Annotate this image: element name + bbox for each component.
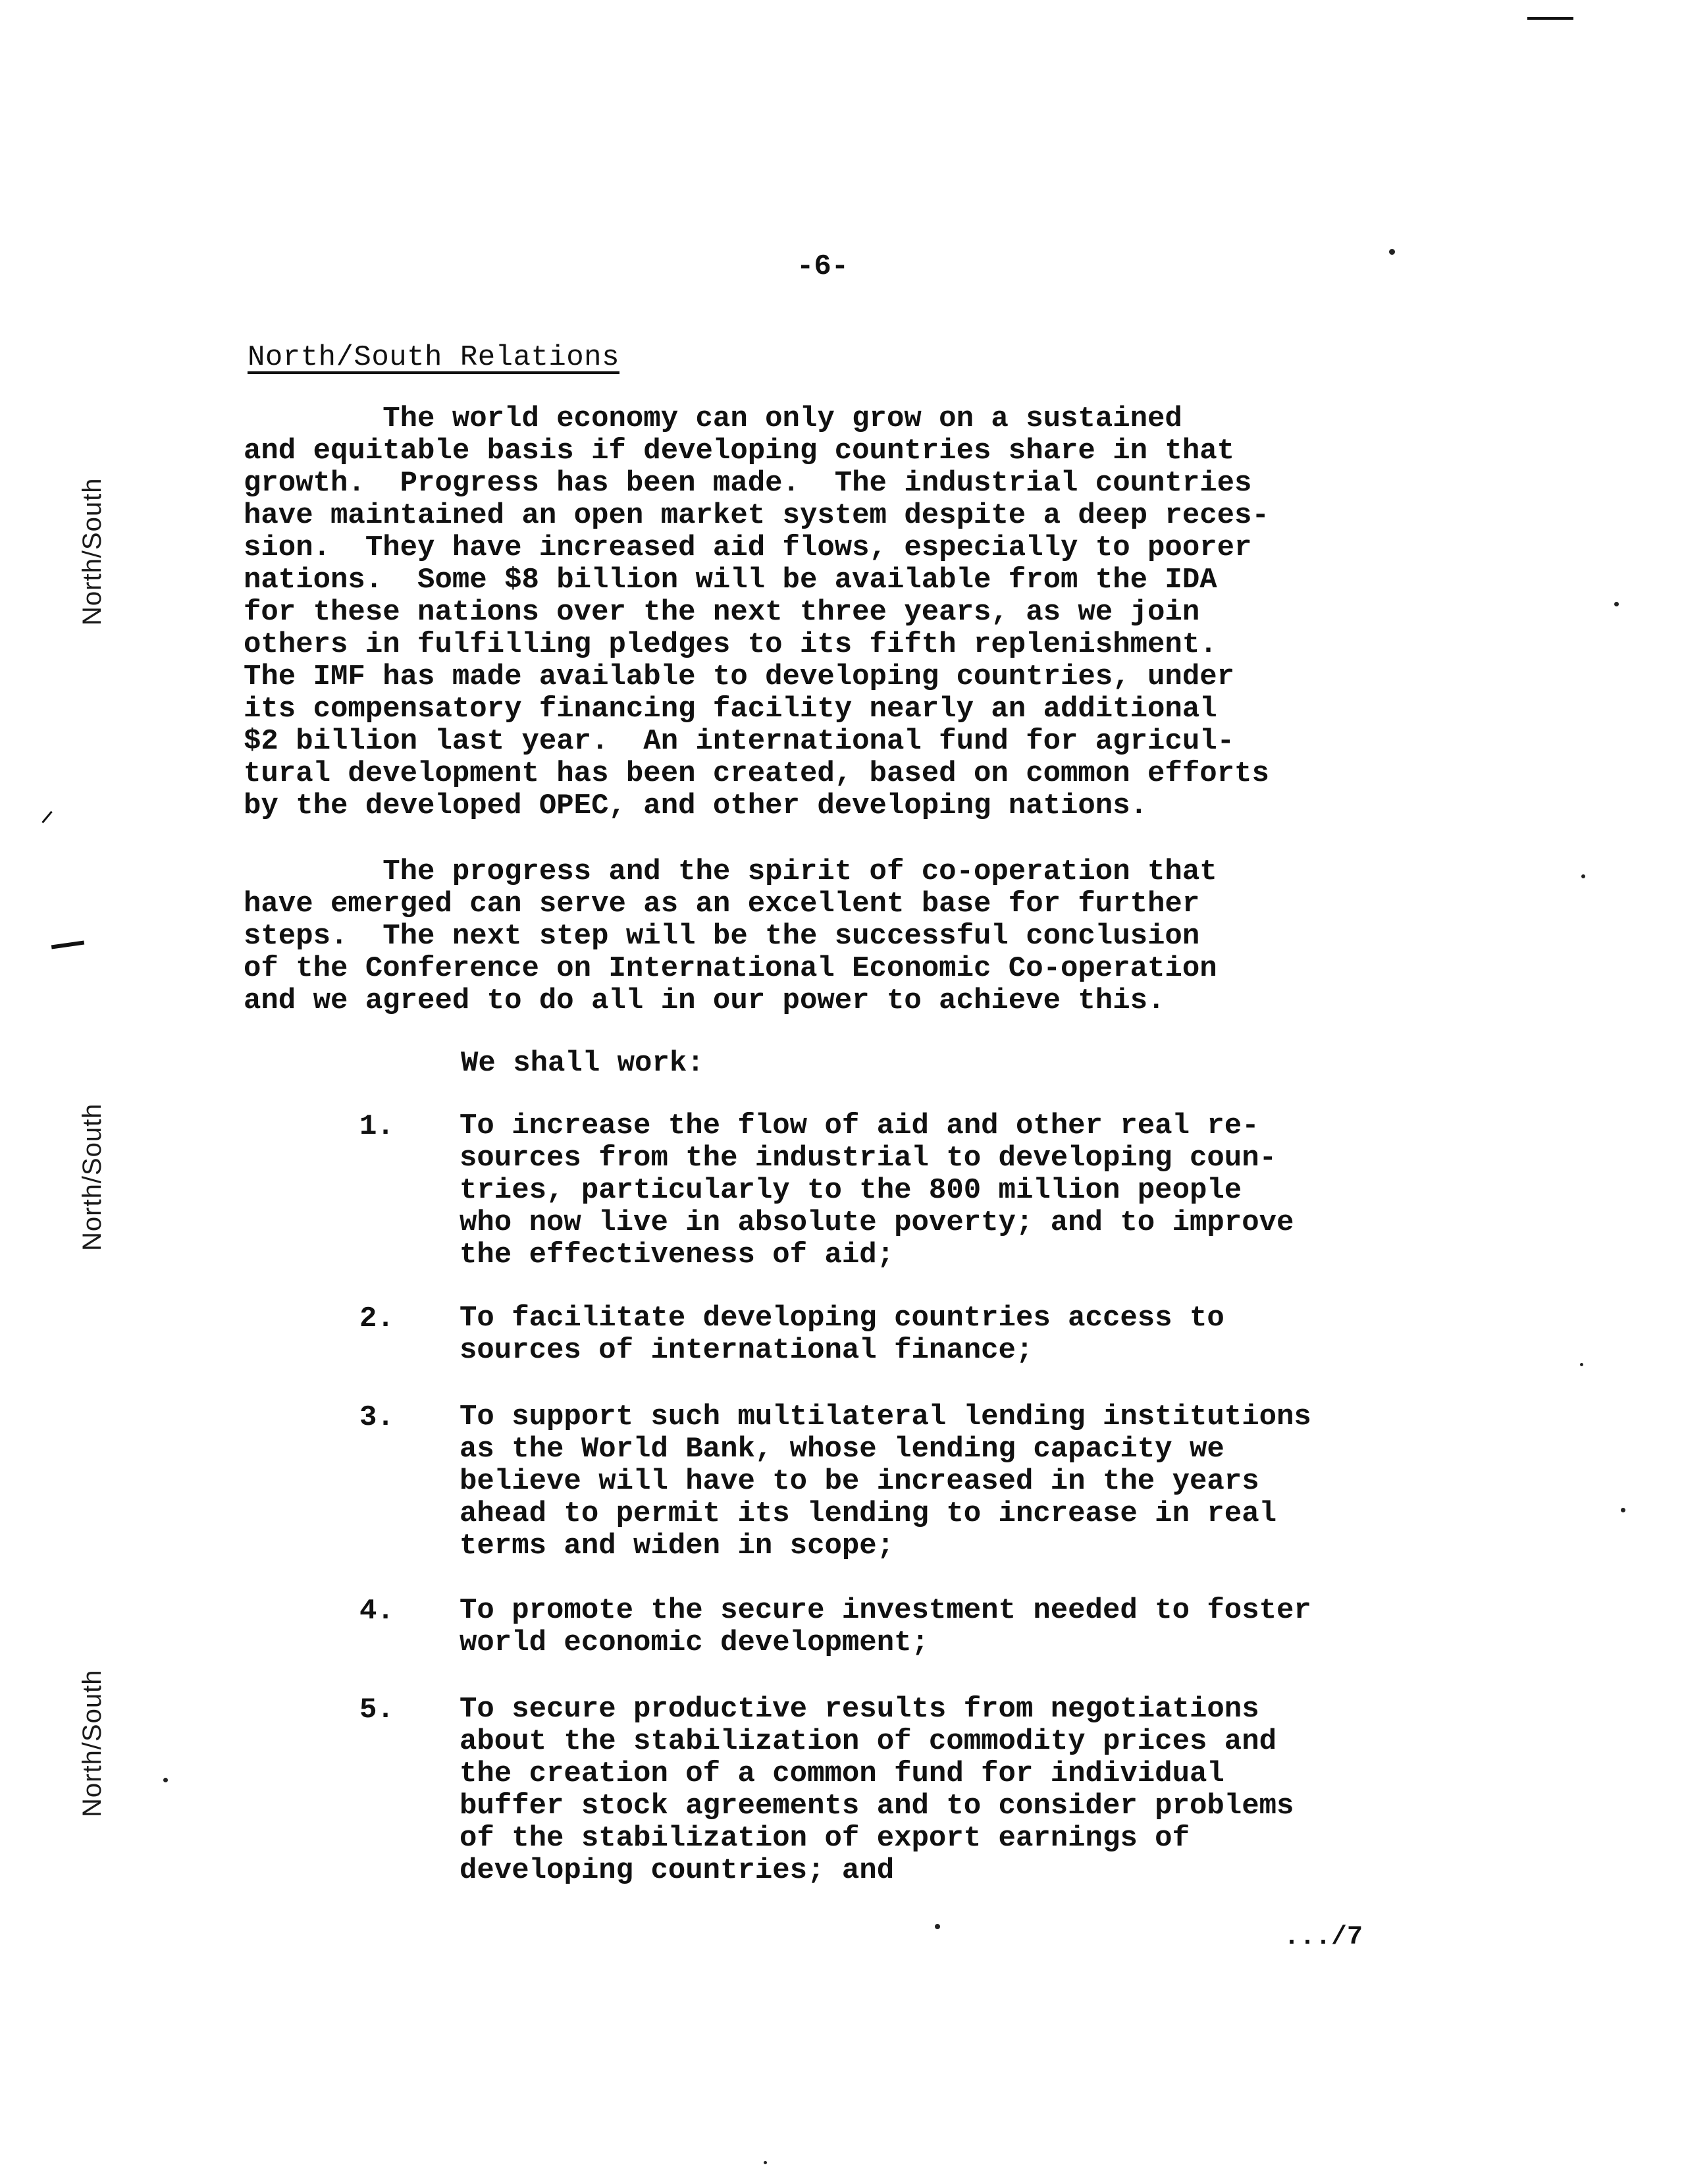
paragraph-line: have maintained an open market system despite a deep reces- <box>244 499 1269 532</box>
paragraph-line: and we agreed to do all in our power to achieve this. <box>244 984 1165 1017</box>
paragraph-line: sion. They have increased aid flows, especially to poorer <box>244 531 1252 564</box>
margin-note-3: North/South <box>78 1669 107 1817</box>
list-item-line: To facilitate developing countries access to <box>460 1302 1224 1335</box>
list-item-text <box>460 1693 1487 1887</box>
scan-mark <box>1527 17 1573 20</box>
list-item-line: terms and widen in scope; <box>460 1530 895 1562</box>
list-item-line: To increase the flow of aid and other real re- <box>460 1109 1259 1142</box>
page-number: -6- <box>797 250 849 283</box>
scan-speck <box>935 1924 940 1929</box>
margin-note-1: North/South <box>78 477 107 626</box>
list-item-number: 3. <box>359 1401 394 1434</box>
scan-mark <box>41 811 52 824</box>
list-item-line: who now live in absolute poverty; and to improve <box>460 1206 1294 1239</box>
scan-speck <box>1581 874 1585 878</box>
list-item-text <box>460 1302 1487 1367</box>
list-item-line: of the stabilization of export earnings of <box>460 1822 1190 1855</box>
list-item-line: sources from the industrial to developing coun- <box>460 1142 1277 1175</box>
paragraph-2 <box>244 856 1429 1017</box>
paragraph-line: by the developed OPEC, and other developing nations. <box>244 789 1148 822</box>
list-item-number: 1. <box>359 1110 394 1143</box>
list-item-number: 5. <box>359 1693 394 1726</box>
paragraph-line: The IMF has made available to developing countries, under <box>244 660 1235 693</box>
list-item-text <box>460 1595 1487 1659</box>
list-item-number: 2. <box>359 1302 394 1335</box>
list-item-line: the creation of a common fund for individual <box>460 1757 1224 1790</box>
list-item-line: about the stabilization of commodity prices and <box>460 1725 1277 1758</box>
scan-speck <box>1621 1508 1625 1512</box>
scan-speck <box>1389 249 1395 255</box>
paragraph-line: steps. The next step will be the successful conclusion <box>244 920 1200 953</box>
scan-speck <box>163 1778 168 1782</box>
paragraph-line: its compensatory financing facility nearly an additional <box>244 693 1217 726</box>
paragraph-line: growth. Progress has been made. The industrial countries <box>244 467 1252 500</box>
paragraph-line: The world economy can only grow on a sustained <box>244 402 1182 435</box>
list-item-line: buffer stock agreements and to consider problems <box>460 1790 1294 1823</box>
paragraph-1 <box>244 403 1429 822</box>
scan-speck <box>764 2161 767 2164</box>
list-item-line: tries, particularly to the 800 million people <box>460 1174 1242 1207</box>
paragraph-line: $2 billion last year. An international fund for agricul- <box>244 725 1235 758</box>
paragraph-line: others in fulfilling pledges to its fifth replenishment. <box>244 628 1217 661</box>
scan-speck <box>1580 1363 1583 1366</box>
scan-mark <box>51 941 84 949</box>
list-item-line: To support such multilateral lending institutions <box>460 1400 1311 1433</box>
paragraph-line: tural development has been created, based on common efforts <box>244 757 1269 790</box>
list-item-line: developing countries; and <box>460 1854 895 1887</box>
list-intro: We shall work: <box>461 1047 704 1080</box>
list-item-line: the effectiveness of aid; <box>460 1238 895 1271</box>
section-heading: North/South Relations <box>248 341 619 374</box>
list-item-line: ahead to permit its lending to increase in real <box>460 1497 1277 1530</box>
list-item-text <box>460 1401 1487 1562</box>
list-item-line: sources of international finance; <box>460 1334 1034 1367</box>
paragraph-line: of the Conference on International Economic Co-operation <box>244 952 1217 985</box>
list-item-line: as the World Bank, whose lending capacity we <box>460 1433 1224 1466</box>
paragraph-line: nations. Some $8 billion will be available from the IDA <box>244 564 1217 597</box>
list-item-line: believe will have to be increased in the years <box>460 1465 1259 1498</box>
margin-note-2: North/South <box>78 1103 107 1251</box>
list-item-number: 4. <box>359 1595 394 1628</box>
list-item-line: To secure productive results from negotiations <box>460 1693 1259 1726</box>
paragraph-line: The progress and the spirit of co-operation that <box>244 855 1217 888</box>
paragraph-line: and equitable basis if developing countries share in that <box>244 435 1235 467</box>
list-item-line: To promote the secure investment needed to foster <box>460 1594 1311 1627</box>
paragraph-line: have emerged can serve as an excellent base for further <box>244 888 1200 920</box>
continuation-marker: .../7 <box>1284 1923 1363 1952</box>
list-item-text <box>460 1110 1487 1271</box>
list-item-line: world economic development; <box>460 1626 929 1659</box>
scan-speck <box>1614 602 1619 606</box>
paragraph-line: for these nations over the next three years, as we join <box>244 596 1200 629</box>
